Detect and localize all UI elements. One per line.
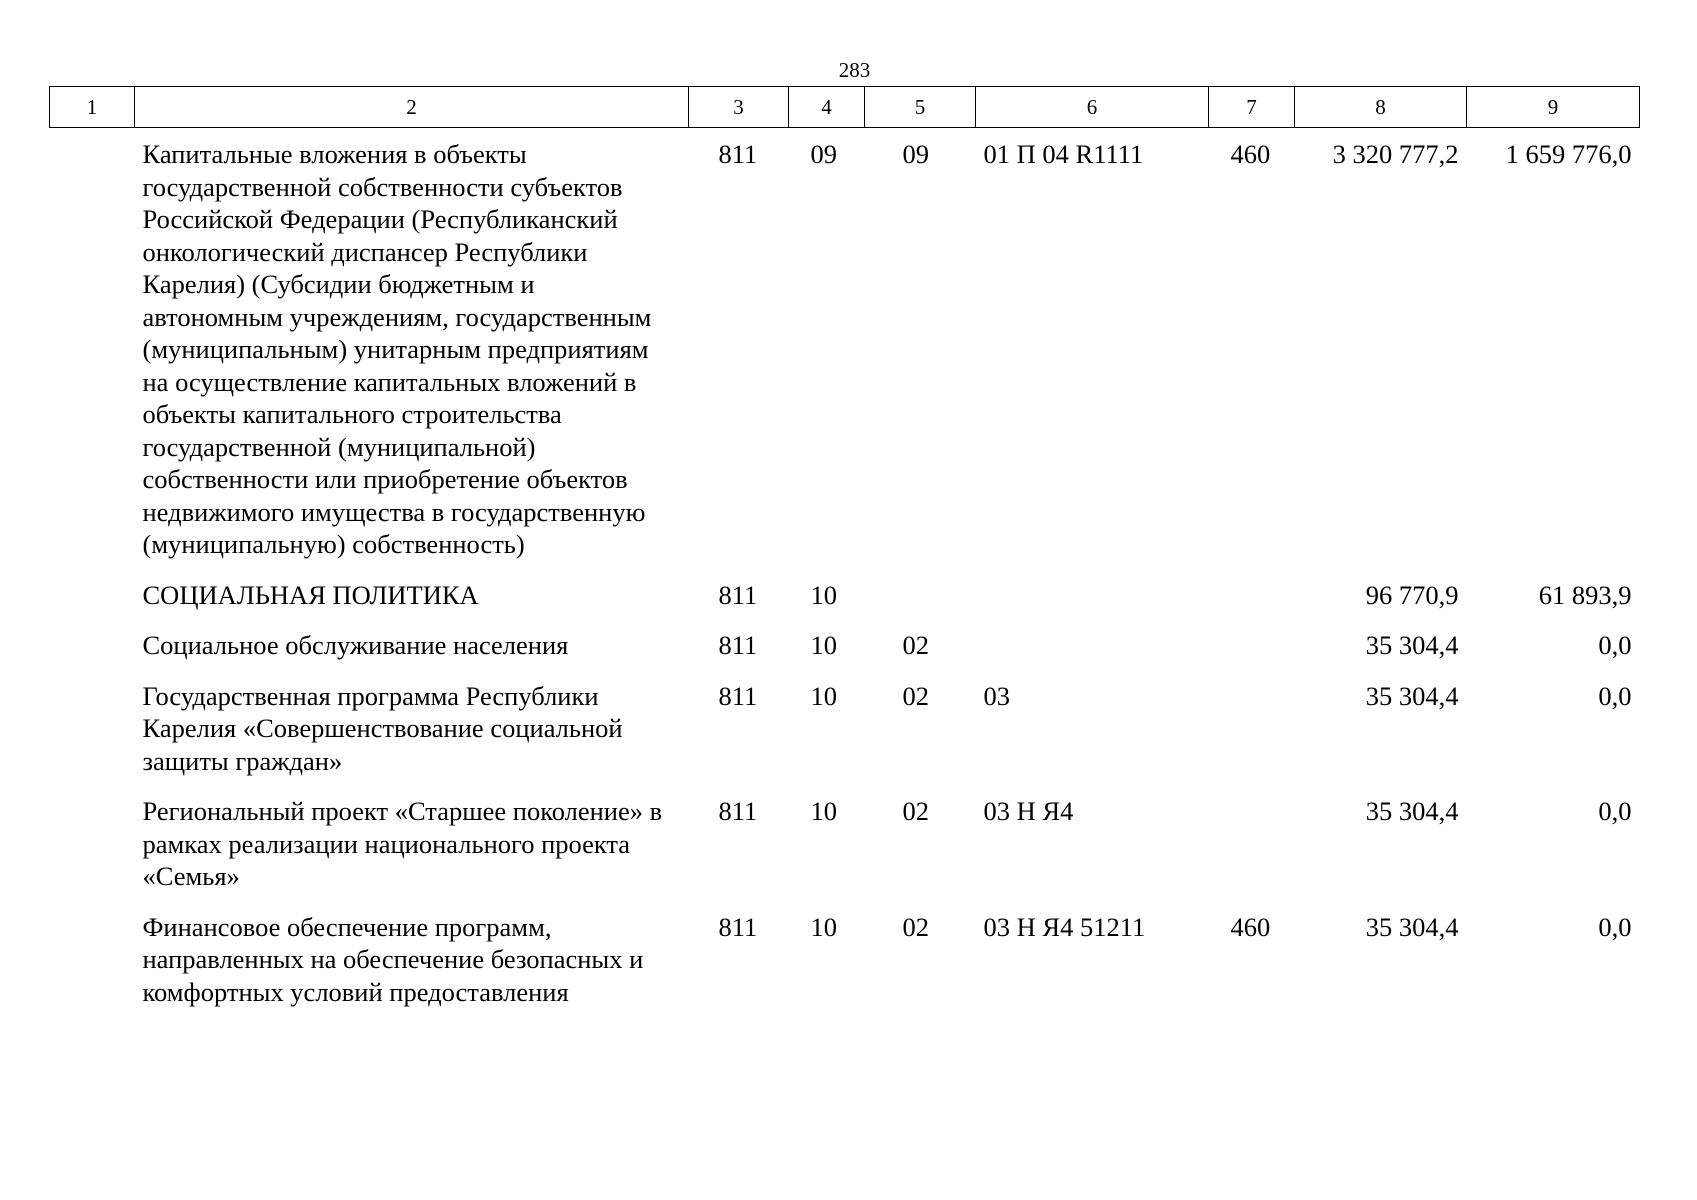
table-row: [50, 902, 1640, 1018]
ministry-code: 811: [718, 911, 758, 942]
header-col-1: 1: [50, 87, 135, 128]
table-row: [50, 620, 1640, 671]
table-row: [50, 128, 1640, 570]
section-code: 10: [810, 630, 837, 660]
amount-col-9: 1 659 776,0: [1505, 139, 1632, 169]
row-index-cell: [50, 570, 135, 621]
row-index-cell: [50, 620, 135, 671]
subsection-code: 02: [902, 911, 929, 942]
row-name: Финансовое обеспечение программ, направленных на обеспечение безопасных и комфортных условий предоставления: [142, 911, 644, 1007]
ministry-code: 811: [718, 630, 758, 660]
amount-col-9: 0,0: [1598, 796, 1632, 826]
header-col-4: 4: [789, 87, 865, 128]
subsection-code: [865, 570, 976, 621]
target-article-code: 03 Н Я4: [983, 796, 1074, 826]
subsection-code: 02: [902, 630, 929, 660]
expense-type-code: [1209, 620, 1295, 671]
row-index-cell: [50, 671, 135, 787]
header-col-7: 7: [1209, 87, 1295, 128]
section-code: 10: [810, 911, 837, 942]
header-col-2: 2: [135, 87, 689, 128]
header-col-5: 5: [865, 87, 976, 128]
row-name: Социальное обслуживание населения: [142, 630, 569, 660]
section-code: 10: [810, 796, 837, 826]
amount-col-9: 0,0: [1598, 680, 1632, 711]
amount-col-9: 0,0: [1598, 630, 1632, 660]
subsection-code: 02: [902, 796, 929, 826]
row-name: Капитальные вложения в объекты государственной собственности субъектов Российской Федерации (Республиканский онкологический диспансер Республики Карелия) (Субсидии бюджетным и автономным учреждениям, государственным (муниципальным) унитарным предприятиям на осуществление капитальных вложений в объекты капитального строительства государственной (муниципальной) собственности или приобретение объектов недвижимого имущества в государственную (муниципальную) собственность): [142, 139, 652, 559]
section-code: 09: [810, 139, 837, 169]
amount-col-8: 3 320 777,2: [1332, 139, 1459, 169]
target-article-code: 03: [983, 680, 1010, 711]
target-article-code: [976, 620, 1209, 671]
ministry-code: 811: [718, 680, 758, 711]
table-row: [50, 570, 1640, 621]
header-col-3: 3: [689, 87, 789, 128]
ministry-code: 811: [718, 796, 758, 826]
ministry-code: 811: [718, 579, 758, 610]
header-col-6: 6: [976, 87, 1209, 128]
expense-type-code: [1209, 786, 1295, 902]
expense-type-code: [1209, 570, 1295, 621]
row-index-cell: [50, 786, 135, 902]
row-index-cell: [50, 128, 135, 570]
section-code: 10: [810, 579, 837, 610]
subsection-code: 02: [902, 680, 929, 711]
header-row: [50, 87, 1640, 128]
ministry-code: 811: [718, 139, 758, 169]
table-row: [50, 786, 1640, 902]
target-article-code: 01 П 04 R1111: [983, 139, 1144, 169]
subsection-code: 09: [902, 139, 929, 169]
row-name: СОЦИАЛЬНАЯ ПОЛИТИКА: [142, 579, 479, 610]
amount-col-8: 35 304,4: [1365, 911, 1459, 942]
row-name: Региональный проект «Старшее поколение» в рамках реализации национального проекта «Семья»: [142, 796, 663, 891]
header-col-8: 8: [1295, 87, 1467, 128]
amount-col-9: 0,0: [1598, 911, 1632, 942]
expense-type-code: 460: [1230, 139, 1271, 169]
table-row: [50, 671, 1640, 787]
amount-col-9: 61 893,9: [1538, 579, 1632, 610]
page-number: 283: [838, 58, 871, 82]
amount-col-8: 96 770,9: [1365, 579, 1459, 610]
amount-col-8: 35 304,4: [1365, 680, 1459, 711]
header-col-9: 9: [1467, 87, 1640, 128]
amount-col-8: 35 304,4: [1365, 796, 1459, 826]
target-article-code: [976, 570, 1209, 621]
target-article-code: 03 Н Я4 51211: [983, 911, 1146, 942]
section-code: 10: [810, 680, 837, 711]
row-index-cell: [50, 902, 135, 1018]
expense-type-code: [1209, 671, 1295, 787]
expense-type-code: 460: [1230, 911, 1271, 942]
row-name: Государственная программа Республики Карелия «Совершенствование социальной защиты граждан»: [142, 680, 623, 776]
budget-table: [49, 86, 1640, 1017]
amount-col-8: 35 304,4: [1365, 630, 1459, 660]
